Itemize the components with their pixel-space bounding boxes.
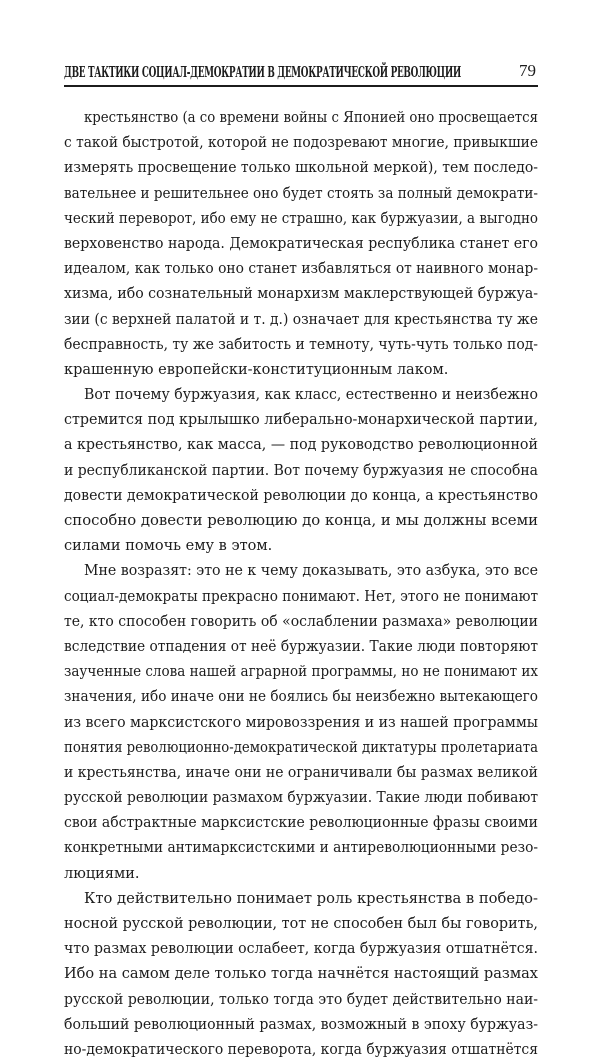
text-line: с такой быстротой, которой не подозревают многие, привыкшие xyxy=(64,135,538,152)
text-line: верховенство народа. Демократическая республика станет его xyxy=(64,235,538,252)
text-line: ческий переворот, ибо ему не страшно, как буржуазии, а выгодно xyxy=(64,210,538,227)
text-line: больший революционный размах, возможный в эпоху буржуаз- xyxy=(64,1016,538,1033)
text-line: хизма, ибо сознательный монархизм маклерствующей буржуа- xyxy=(64,286,538,303)
text-line: Ибо на самом деле только тогда начнётся настоящий размах xyxy=(64,966,538,983)
body-text xyxy=(64,106,538,1063)
text-line: довести демократической революции до конца, а крестьянство xyxy=(64,487,538,504)
paragraph xyxy=(64,887,538,1063)
text-line: понятия революционно-демократической диктатуры пролетариата xyxy=(64,739,538,756)
text-line: социал-демократы прекрасно понимают. Нет, этого не понимают xyxy=(64,588,538,605)
text-line: идеалом, как только оно станет избавляться от наивного монар- xyxy=(64,261,538,278)
text-line: силами помочь ему в этом. xyxy=(64,538,273,555)
text-line: люциями. xyxy=(64,865,140,882)
text-line: крестьянство (а со времени войны с Японией оно просвещается xyxy=(83,110,538,126)
text-line: стремится под крылышко либерально-монархической партии, xyxy=(64,412,538,429)
text-line: крашенную европейски-конституционным лаком. xyxy=(64,361,449,378)
text-line: бесправность, ту же забитость и темноту, чуть-чуть только под- xyxy=(64,336,538,353)
text-line: способно довести революцию до конца, и мы должны всеми xyxy=(64,513,538,529)
text-line: Вот почему буржуазия, как класс, естественно и неизбежно xyxy=(83,387,538,404)
text-line: те, кто способен говорить об «ослаблении размаха» революции xyxy=(64,613,538,630)
text-line: и крестьянства, иначе они не ограничивали бы размах великой xyxy=(64,764,538,781)
text-line: из всего марксистского мировоззрения и из нашей программы xyxy=(64,714,538,731)
running-header-title: ДВЕ ТАКТИКИ СОЦИАЛ-ДЕМОКРАТИИ В ДЕМОКРАТИЧЕСКОЙ РЕВОЛЮЦИИ xyxy=(64,64,461,81)
text-line: заученные слова нашей аграрной программы, но не понимают их xyxy=(64,664,538,681)
text-line: а крестьянство, как масса, — под руководство революционной xyxy=(64,437,538,454)
text-line: измерять просвещение только школьной меркой), тем последо- xyxy=(64,160,538,177)
running-header xyxy=(64,55,538,87)
text-line: вследствие отпадения от неё буржуазии. Такие люди повторяют xyxy=(64,638,538,655)
paragraph xyxy=(64,559,538,886)
paragraph xyxy=(64,383,538,559)
page-number: 79 xyxy=(519,61,536,80)
text-line: вательнее и решительнее оно будет стоять за полный демократи- xyxy=(64,185,538,202)
text-line: носной русской революции, тот не способен был бы говорить, xyxy=(64,916,538,932)
text-line: и республиканской партии. Вот почему буржуазия не способна xyxy=(64,462,538,479)
text-line: Кто действительно понимает роль крестьянства в победо- xyxy=(83,890,538,907)
text-line: зии (с верхней палатой и т. д.) означает для крестьянства ту же xyxy=(64,311,538,328)
text-line: русской революции, только тогда это будет действительно наи- xyxy=(64,991,538,1008)
text-line: русской революции размахом буржуазии. Такие люди побивают xyxy=(64,790,538,807)
text-line: свои абстрактные марксистские революционные фразы своими xyxy=(64,815,538,832)
text-line: но-демократического переворота, когда буржуазия отшатнётся xyxy=(64,1041,538,1058)
text-line: значения, ибо иначе они не боялись бы неизбежно вытекающего xyxy=(64,689,538,706)
paragraph xyxy=(64,106,538,383)
text-line: что размах революции ослабеет, когда буржуазия отшатнётся. xyxy=(64,941,538,958)
text-line: Мне возразят: это не к чему доказывать, это азбука, это все xyxy=(83,563,538,580)
text-line: конкретными антимарксистскими и антиреволюционными резо- xyxy=(64,840,538,857)
